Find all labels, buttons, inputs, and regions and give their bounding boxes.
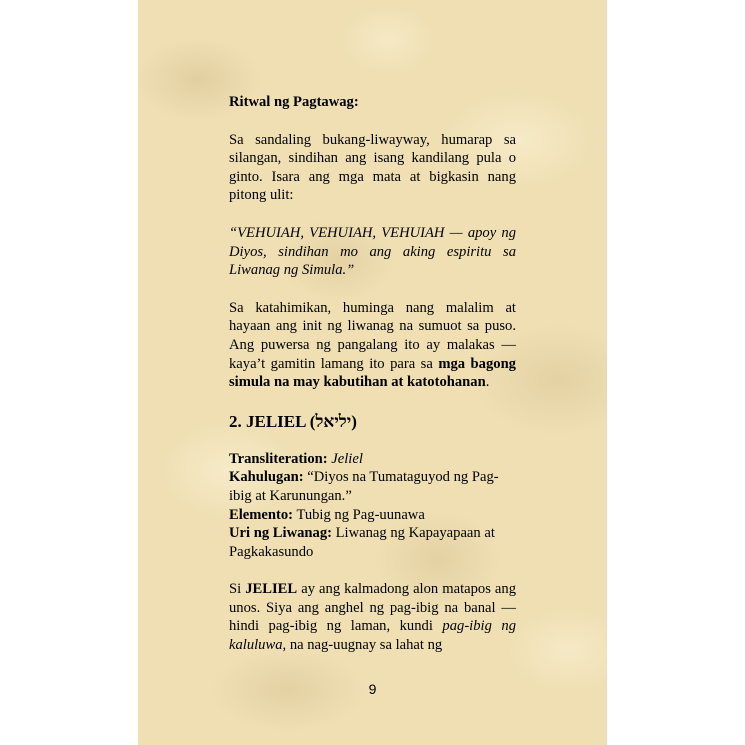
jeliel-text: ay ang kalmadong alon matapos ang unos. Siya ang anghel ng pag-ibig na banal — hindi pag-ibig ng laman, kundi — [229, 581, 517, 635]
spacer — [229, 205, 516, 224]
jeliel-italic-phrase: pag-ibig ng kaluluwa — [229, 618, 516, 654]
transliteration-label: Transliteration: — [229, 450, 328, 467]
ritual-instructions: Sa sandaling bukang-liwayway, humarap sa silangan, sindihan ang isang kandilang pula o ginto. Isara ang mga mata at bigkasin nang pitong ulit: — [229, 131, 516, 204]
light-label: Uri ng Liwanag: — [229, 525, 332, 542]
light-value: Liwanag ng Kapayapaan at Pagkakasundo — [229, 525, 495, 560]
jeliel-prefix: Si — [229, 581, 242, 598]
transliteration-line — [229, 450, 516, 469]
spacer — [229, 392, 516, 411]
light-line — [229, 524, 509, 561]
meaning-value: “Diyos na Tumataguyod ng Pag-ibig at Karunungan.” — [229, 469, 499, 504]
ritual-closing-end: . — [485, 374, 490, 391]
book-page — [138, 0, 607, 745]
ritual-closing — [229, 299, 516, 392]
spacer — [229, 112, 516, 131]
jeliel-attributes — [229, 450, 516, 562]
meaning-label: Kahulugan: — [229, 469, 304, 486]
ritual-chant: “VEHUIAH, VEHUIAH, VEHUIAH — apoy ng Diyos, sindihan mo ang aking espiritu sa Liwanag ng Simula.” — [229, 224, 516, 279]
jeliel-suffix: , na nag-uugnay sa lahat ng — [282, 637, 443, 654]
transliteration-value: Jeliel — [331, 450, 363, 467]
spacer — [229, 561, 516, 580]
element-label: Elemento: — [229, 506, 294, 523]
page-number: 9 — [368, 681, 377, 697]
spacer — [229, 433, 516, 450]
ritual-heading-text: Ritwal ng Pagtawag: — [229, 94, 359, 110]
page-content — [229, 93, 516, 655]
jeliel-paragraph — [229, 580, 516, 654]
meaning-line — [229, 468, 499, 505]
ritual-heading — [229, 93, 516, 112]
section-heading-jeliel: 2. JELIEL (יליאל) — [229, 411, 357, 431]
spacer — [229, 280, 516, 299]
ritual-closing-bold: mga bagong simula na may kabutihan at katotohanan — [229, 355, 516, 391]
jeliel-name: JELIEL — [245, 581, 298, 598]
ritual-closing-text: Sa katahimikan, huminga nang malalim at hayaan ang init ng liwanag na sumuot sa puso. Ang puwersa ng pangalang ito ay malakas — kaya’t gamitin lamang ito para sa — [229, 299, 516, 372]
element-value: Tubig ng Pag-uunawa — [296, 506, 425, 523]
element-line — [229, 506, 516, 525]
